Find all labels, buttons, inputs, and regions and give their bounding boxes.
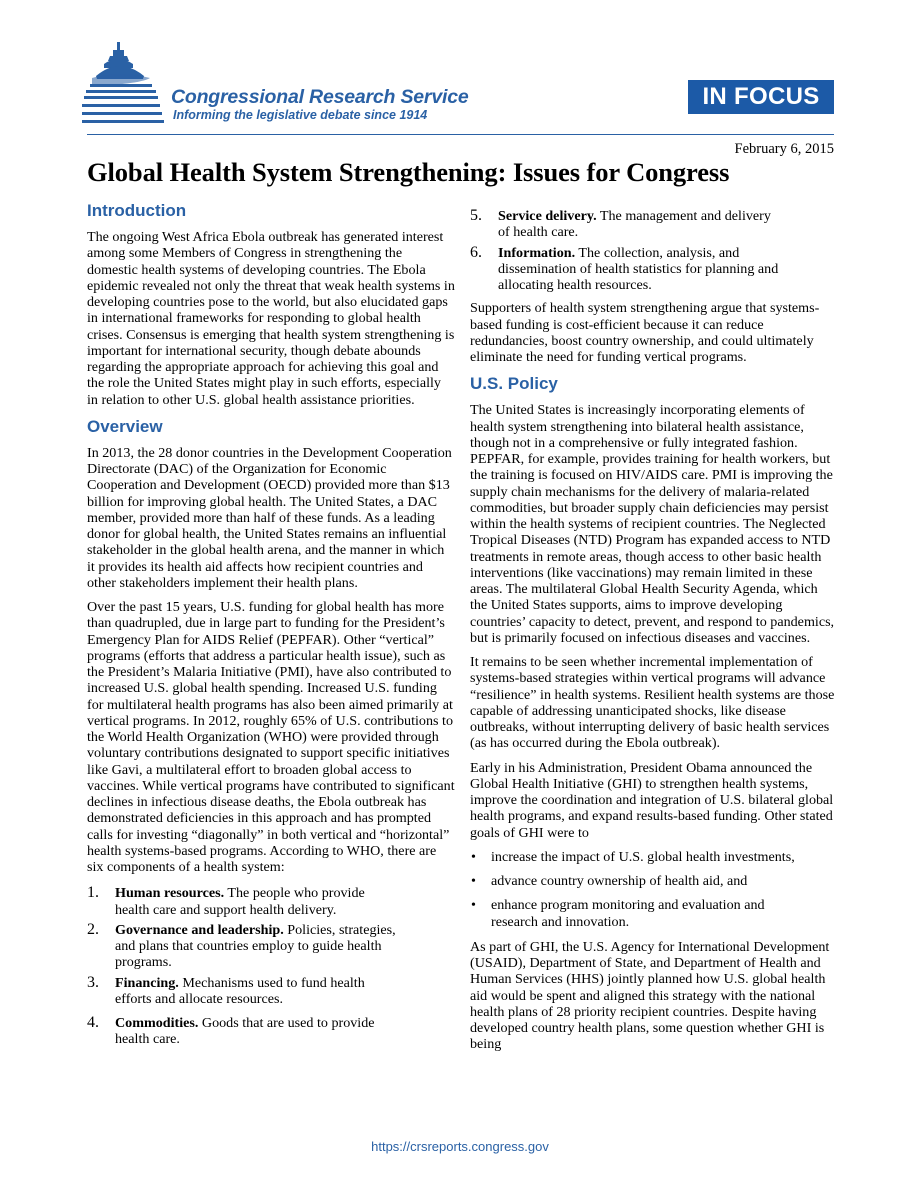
component-description: The management and delivery of health care.	[498, 208, 771, 241]
component-description: The collection, analysis, and dissemination of health statistics for planning and allocating health resources.	[498, 244, 779, 293]
component-term: Governance and leadership.	[115, 921, 284, 938]
organization-tagline: Informing the legislative debate since 1914	[173, 108, 428, 122]
health-system-components-list	[87, 885, 455, 1047]
list-item	[470, 873, 838, 889]
organization-name: Congressional Research Service	[171, 86, 469, 108]
component-term: Human resources.	[115, 885, 225, 902]
footer-url-link[interactable]: https://crsreports.congress.gov	[371, 1139, 549, 1154]
component-term: Financing.	[115, 974, 179, 991]
component-description: Goods that are used to provide health care.	[115, 1015, 375, 1048]
list-item	[87, 975, 455, 1008]
list-item	[87, 1015, 455, 1048]
section-heading-introduction: Introduction	[87, 201, 187, 220]
list-item	[470, 208, 838, 241]
overview-paragraph: Over the past 15 years, U.S. funding for global health has more than quadrupled, due in large part to funding for the President’s Emergency Plan for AIDS Relief (PEPFAR). Other “vertical” programs (efforts that address a particular health issue), such as the President’s Malaria Initiative (PMI), have also contributed to increased U.S. global health spending. Increased U.S. funding for multilateral health programs has also been aimed primarily at vertical programs. In 2012, roughly 65% of U.S. contributions to the World Health Organization (WHO) were provided through voluntary contributions designated to support specific initiatives like Gavi, a multilateral effort to broaden global access to vaccines. While vertical programs have contributed to significant declines in infectious disease deaths, the Ebola outbreak has demonstrated deficiencies in this approach and has prompted calls for investing “diagonally” in both vertical and “horizontal” health systems-based programs. According to WHO, there are six components of a health system:	[87, 599, 455, 875]
header-divider	[87, 134, 834, 135]
list-number: 6.	[470, 243, 482, 261]
goal-text: advance country ownership of health aid, and	[491, 873, 748, 889]
component-term: Commodities.	[115, 1015, 199, 1031]
goal-text: increase the impact of U.S. global health investments,	[491, 848, 795, 865]
page-title: Global Health System Strengthening: Issues for Congress	[87, 157, 730, 187]
list-item	[470, 245, 838, 294]
policy-closing-paragraph: As part of GHI, the U.S. Agency for International Development (USAID), Department of State, and Department of Health and Human Services (HHS) jointly planned how U.S. global health aid would be spent and aligned this strategy with the national health plans of 28 priority recipient countries. Despite having developed country health plans, some question whether GHI is being	[470, 938, 830, 1053]
supporters-paragraph: Supporters of health system strengthening argue that systems-based funding is cost-efficient because it can reduce redundancies, boost country ownership, and could ultimately eliminate the need for funding vertical programs.	[470, 300, 820, 365]
list-item	[87, 885, 455, 918]
policy-paragraph: It remains to be seen whether incremental implementation of systems-based strategies within vertical programs will advance “resilience” in health systems. Resilient health systems are those capable of addressing unanticipated shocks, like disease outbreaks, without interrupting delivery of basic health services (as has occurred during the Ebola outbreak).	[470, 654, 835, 752]
component-description: The people who provide health care and support health delivery.	[115, 885, 365, 918]
left-column	[87, 200, 455, 1052]
list-item	[87, 922, 455, 971]
bullet-icon: •	[471, 897, 476, 914]
health-system-components-list-continued	[470, 208, 838, 293]
section-heading-us-policy: U.S. Policy	[470, 374, 558, 394]
list-number: 3.	[87, 973, 99, 991]
capitol-dome-icon	[82, 38, 166, 128]
component-description: Policies, strategies, and plans that countries employ to guide health programs.	[115, 921, 396, 971]
component-term: Information.	[498, 244, 576, 261]
right-column	[470, 200, 838, 1061]
list-number: 5.	[470, 207, 482, 224]
bullet-icon: •	[471, 848, 476, 865]
list-number: 1.	[87, 884, 99, 902]
introduction-paragraph: The ongoing West Africa Ebola outbreak has generated interest among some Members of Congress in strengthening the domestic health systems of developing countries. The Ebola epidemic revealed not only the threat that weak health systems in developing countries pose to the world, but also elucidated gaps in international frameworks for responding to global health crises. Consensus is emerging that health system strengthening is important for international security, though debate abounds regarding the appropriate approach for achieving this goal and the role the United States might play in such efforts, especially in relation to other U.S. global health assistance priorities.	[87, 229, 455, 408]
goal-text: enhance program monitoring and evaluation and research and innovation.	[491, 897, 765, 930]
section-heading-overview: Overview	[87, 416, 163, 436]
list-number: 4.	[87, 1014, 99, 1031]
bullet-icon: •	[471, 873, 476, 889]
list-number: 2.	[87, 920, 99, 938]
report-header	[0, 0, 920, 135]
overview-paragraph: In 2013, the 28 donor countries in the Development Cooperation Directorate (DAC) of the Organization for Economic Cooperation and Development (OECD) provided more than $13 billion for improving global health. The United States, a DAC member, provided more than half of these funds. As a leading donor for global health, the United States remains an influential stakeholder in the global health arena, and the manner in which it provides its health aid affects how recipient countries and other stakeholders implement their health plans.	[87, 444, 452, 591]
policy-paragraph: The United States is increasingly incorporating elements of health system strengthening into bilateral health assistance, though not in a comprehensive or fully integrated fashion. PEPFAR, for example, provides training for health workers, but the training is focused on HIV/AIDS care. PMI is improving the supply chain mechanisms for the delivery of malaria-related commodities, but broader supply chain deficiencies may persist within the health systems of recipient countries. The Neglected Tropical Diseases (NTD) Program has expanded access to NTD treatments in remote areas, though access to other basic health interventions (like vaccinations) may remain limited in these areas. The multilateral Global Health Security Agenda, which the United States supports, aims to improve developing countries’ capacity to detect, prevent, and respond to pandemics, but is primarily focused on infectious diseases and vaccines.	[470, 402, 835, 646]
component-term: Service delivery.	[498, 208, 597, 224]
in-focus-badge: IN FOCUS	[688, 80, 834, 114]
policy-paragraph: Early in his Administration, President Obama announced the Global Health Initiative (GHI) to strengthen health systems, improve the coordination and integration of U.S. bilateral global health programs, and expand results-based funding. Other stated goals of GHI were to	[470, 759, 834, 841]
publication-date: February 6, 2015	[734, 141, 834, 157]
ghi-goals-list	[470, 849, 838, 930]
component-description: Mechanisms used to fund health efforts and allocate resources.	[115, 974, 365, 1007]
list-item	[470, 897, 838, 930]
list-item	[470, 849, 838, 865]
